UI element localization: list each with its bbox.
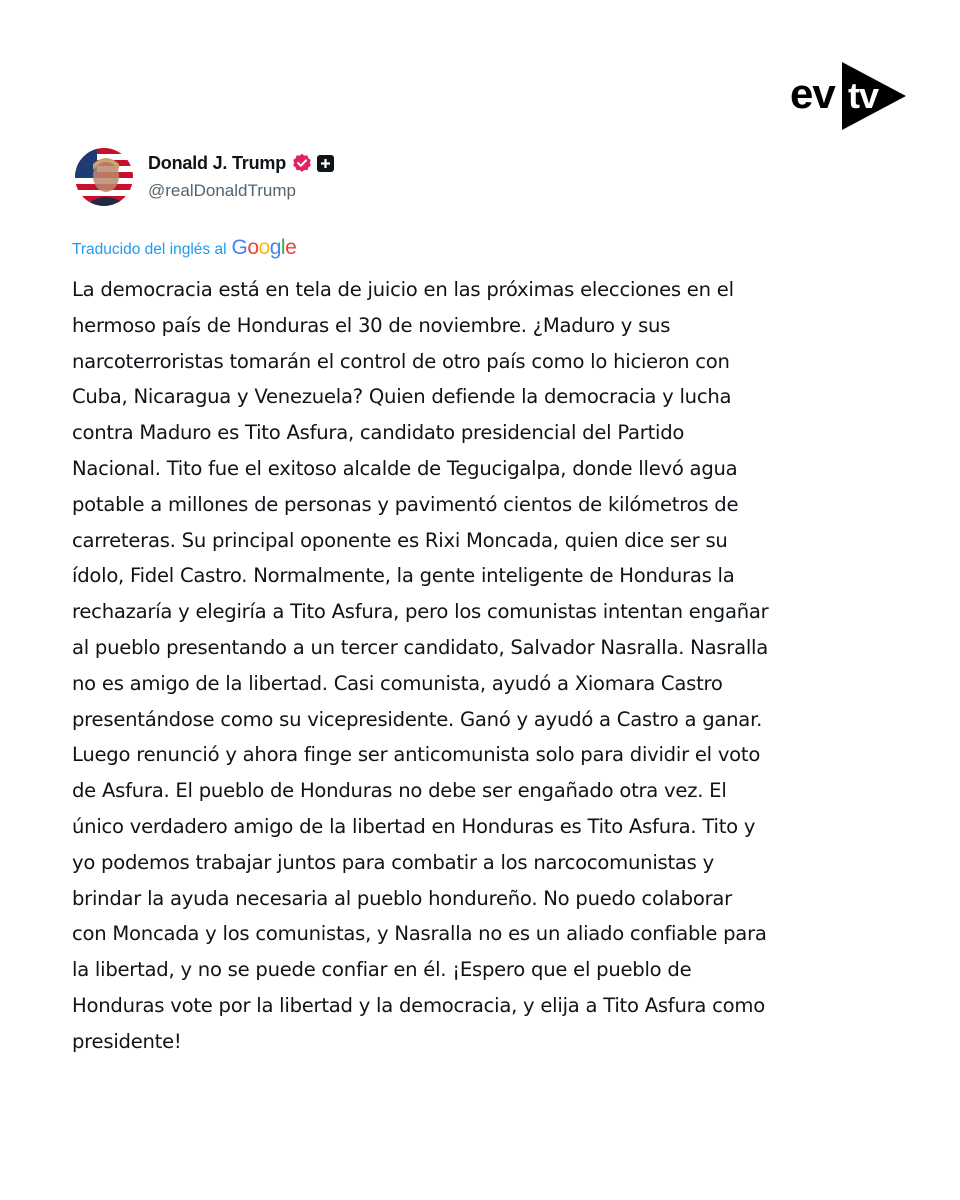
post-text-line: yo podemos trabajar juntos para combatir a los narcocomunistas y	[72, 850, 714, 874]
post-text-line: hermoso país de Honduras el 30 de noviembre. ¿Maduro y sus	[72, 313, 671, 337]
post-text-line: contra Maduro es Tito Asfura, candidato presidencial del Partido	[72, 421, 685, 445]
post-text-line: Honduras vote por la libertad y la democracia, y elija a Tito Asfura como	[72, 993, 765, 1017]
google-logo: Google	[231, 236, 297, 259]
translation-attribution[interactable]	[72, 237, 900, 261]
post-header	[72, 144, 900, 212]
post-text-line: La democracia está en tela de juicio en las próximas elecciones en el	[72, 278, 734, 301]
post-text-line: rechazaría y elegiría a Tito Asfura, pero los comunistas intentan engañar	[72, 600, 769, 624]
post-text-line: al pueblo presentando a un tercer candidato, Salvador Nasralla. Nasralla	[72, 635, 768, 659]
post-text-line: de Asfura. El pueblo de Honduras no debe ser engañado otra vez. El	[72, 779, 727, 803]
post-text-line: Luego renunció y ahora finge ser anticomunista solo para dividir el voto	[72, 743, 761, 767]
avatar[interactable]	[75, 148, 133, 206]
post-text-line: con Moncada y los comunistas, y Nasralla no es un aliado confiable para	[72, 922, 767, 946]
post-text-line: la libertad, y no se puede confiar en él. ¡Espero que el pueblo de	[72, 958, 692, 982]
post-text-line: único verdadero amigo de la libertad en Honduras es Tito Asfura. Tito y	[72, 814, 756, 838]
post-text-line: carreteras. Su principal oponente es Rixi Moncada, quien dice ser su	[72, 528, 728, 552]
display-name[interactable]: Donald J. Trump	[148, 152, 287, 173]
translation-label[interactable]: Traducido del inglés al	[72, 241, 227, 258]
post-text-line: brindar la ayuda necesaria al pueblo hondureño. No puedo colaborar	[72, 886, 732, 910]
post	[72, 144, 900, 1060]
post-text-line: presidente!	[72, 1029, 182, 1053]
post-text-line: ídolo, Fidel Castro. Normalmente, la gente inteligente de Honduras la	[72, 564, 735, 588]
logo-text-tv: tv	[848, 75, 879, 116]
avatar-portrait-flag	[75, 148, 133, 206]
post-text-line: presentándose como su vicepresidente. Ganó y ayudó a Castro a ganar.	[72, 707, 763, 731]
logo-text-ev: ev	[790, 70, 835, 117]
post-text	[72, 272, 900, 1060]
post-text-line: Nacional. Tito fue el exitoso alcalde de Tegucigalpa, donde llevó agua	[72, 456, 738, 480]
post-text-line: narcoterroristas tomarán el control de otro país como lo hicieron con	[72, 349, 730, 373]
affiliate-badge-icon[interactable]	[316, 154, 335, 173]
handle[interactable]: @realDonaldTrump	[148, 181, 296, 200]
post-text-line: no es amigo de la libertad. Casi comunista, ayudó a Xiomara Castro	[72, 671, 723, 695]
post-text-line: potable a millones de personas y pavimentó cientos de kilómetros de	[72, 492, 739, 516]
evtv-logo	[790, 60, 908, 132]
post-text-line: Cuba, Nicaragua y Venezuela? Quien defiende la democracia y lucha	[72, 385, 732, 409]
verified-badge-icon[interactable]	[292, 153, 312, 173]
